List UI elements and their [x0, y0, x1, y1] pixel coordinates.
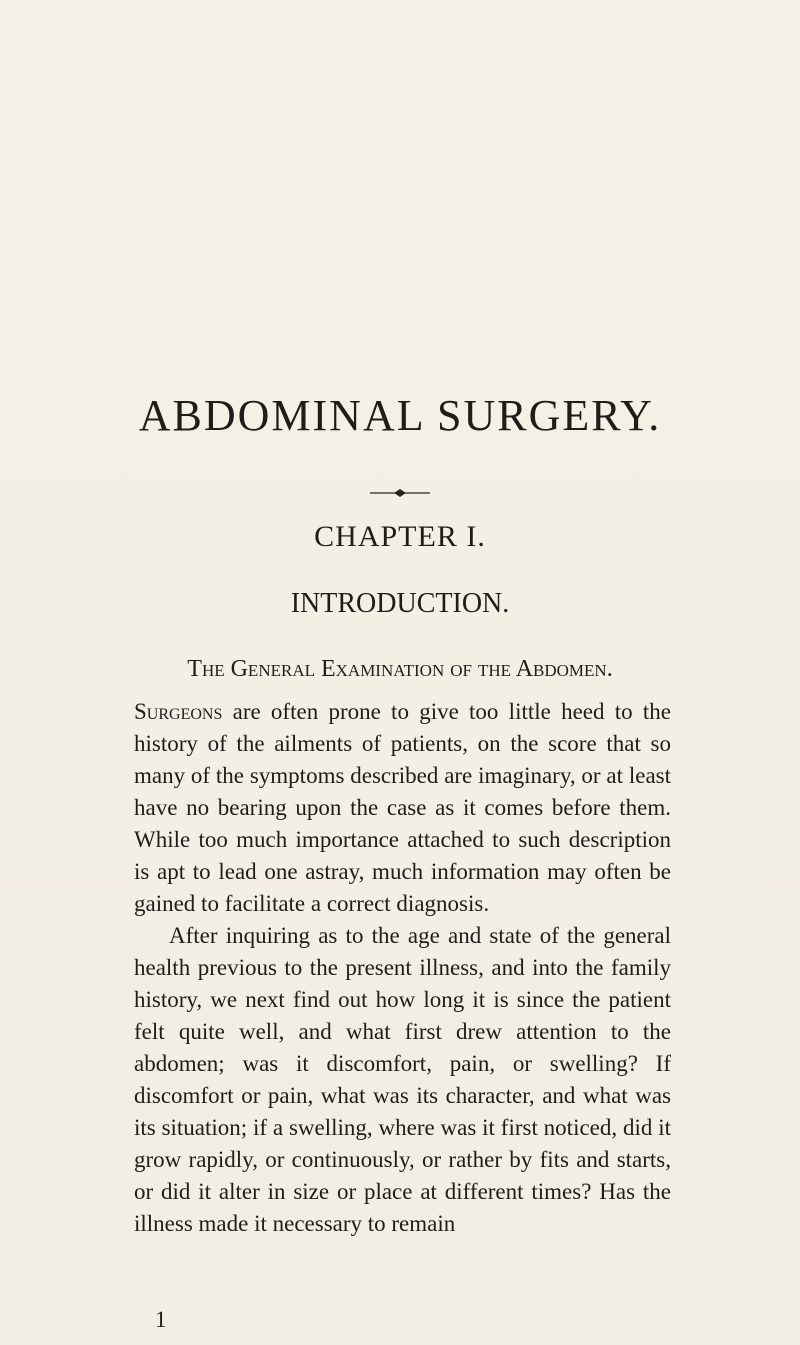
chapter-title: INTRODUCTION.: [290, 588, 510, 619]
book-title: ABDOMINAL SURGERY.: [138, 391, 662, 440]
body-text: [134, 696, 671, 1240]
paragraph: After inquiring as to the age and state of the general health previous to the present illness, and into the family history, we next find out how long it is since the patient felt quite well, and what first drew attention to the abdomen; was it discomfort, pain, or swelling? If discomfort or pain, what was its character, and what was its situation; if a swelling, where was it first noticed, did it grow rapidly, or continuously, or rather by fits and starts, or did it alter in size or place at different times? Has the illness made it necessary to remain: [134, 923, 671, 1236]
paragraph: [134, 696, 671, 920]
paragraph-text: are often prone to give too little heed to the history of the ailments of patients, on the score that so many of the symptoms described are imaginary, or at least have no bearing upon the case as it comes before them. While too much importance attached to such description is apt to lead one astray, much information may often be gained to facilitate a correct diagnosis.: [134, 699, 671, 916]
paragraph-lead-in: Surgeons: [134, 699, 223, 724]
ornament-divider-icon: [370, 487, 430, 499]
chapter-heading: CHAPTER I.: [314, 520, 486, 553]
page-number: 1: [155, 1307, 167, 1332]
section-title: The General Examination of the Abdomen.: [187, 656, 613, 682]
